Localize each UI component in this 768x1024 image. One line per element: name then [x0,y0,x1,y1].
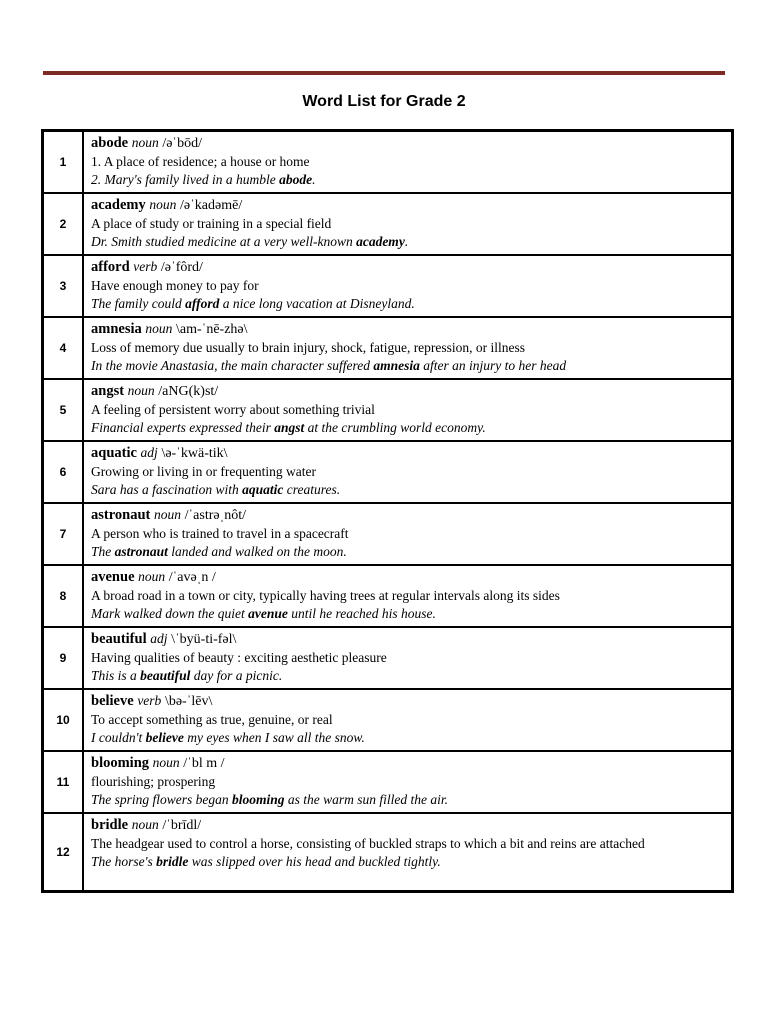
entry-definition: A feeling of persistent worry about something trivial [91,402,375,417]
word-list-table [41,129,734,893]
entry-headword-line [91,506,731,525]
entry-word: bridle [91,817,129,833]
entry-cell [83,627,733,689]
entry-example [91,791,731,809]
table-row [43,751,733,813]
entry-headword-line [91,692,731,711]
entry-part-of-speech: noun [127,383,155,398]
table-row [43,317,733,379]
entry-number: 2 [43,193,84,255]
entry-pronunciation: \bə-ˈlēv\ [164,694,213,709]
entry-cell [83,379,733,441]
example-keyword: angst [274,420,305,435]
entry-example [91,419,731,437]
example-text-after: as the warm sun filled the air. [284,792,449,807]
entry-headword-line [91,630,731,649]
entry-pronunciation: \ˈbyü-ti-fəl\ [171,632,237,647]
entry-example [91,481,731,499]
entry-definition: 1. A place of residence; a house or home [91,154,310,169]
page-title: Word List for Grade 2 [302,93,466,110]
example-text-after: was slipped over his head and buckled tightly. [188,854,441,869]
entry-headword-line [91,134,731,153]
example-keyword: astronaut [114,544,168,559]
header-rule [43,71,725,75]
entry-part-of-speech: verb [137,693,162,708]
entry-cell [83,255,733,317]
example-text-after: . [404,234,409,249]
entry-part-of-speech: noun [152,755,180,770]
entry-definition: A broad road in a town or city, typically having trees at regular intervals along its sides [91,588,560,603]
entry-cell [83,565,733,627]
entry-headword-line [91,258,731,277]
entry-definition: Having qualities of beauty : exciting aesthetic pleasure [91,650,387,665]
example-text-before: Financial experts expressed their [91,420,275,435]
entry-part-of-speech: noun [153,507,181,522]
entry-word: angst [91,383,125,399]
table-row [43,689,733,751]
entry-pronunciation: /əˈfôrd/ [160,260,203,275]
entry-definition: The headgear used to control a horse, consisting of buckled straps to which a bit and reins are attached [91,836,645,851]
entry-definition: flourishing; prospering [91,774,216,789]
table-row [43,255,733,317]
entry-example [91,853,731,871]
example-keyword: afford [185,296,220,311]
entry-word: avenue [91,569,135,585]
entry-definition: Have enough money to pay for [91,278,259,293]
example-text-before: I couldn't [91,730,146,745]
example-text-before: In the movie Anastasia, the main character suffered [91,358,374,373]
entry-pronunciation: /əˈbōd/ [162,136,202,151]
example-text-after: my eyes when I saw all the snow. [183,730,365,745]
example-keyword: blooming [232,792,285,807]
entry-word: blooming [91,755,150,771]
entry-number: 8 [43,565,84,627]
entry-headword-line [91,382,731,401]
entry-example [91,171,731,189]
table-row [43,131,733,194]
entry-headword-line [91,196,731,215]
entry-example [91,667,731,685]
entry-pronunciation: /əˈkadəmē/ [180,198,243,213]
entry-number: 1 [43,131,84,194]
entry-number: 11 [43,751,84,813]
example-keyword: avenue [248,606,288,621]
entry-cell [83,193,733,255]
entry-pronunciation: /ˈbl m / [183,756,225,771]
entry-word: amnesia [91,321,142,337]
entry-definition: A person who is trained to travel in a spacecraft [91,526,349,541]
entry-pronunciation: /aNG(k)st/ [158,384,219,399]
table-row [43,379,733,441]
entry-word: believe [91,693,134,709]
example-text-before: The horse's [91,854,157,869]
entry-number: 4 [43,317,84,379]
entry-cell [83,503,733,565]
example-text-after: until he reached his house. [287,606,436,621]
entry-number: 12 [43,813,84,891]
entry-part-of-speech: noun [138,569,166,584]
entry-pronunciation: /ˈbrīdl/ [162,818,202,833]
entry-pronunciation: /ˈavəˌn / [168,570,216,585]
example-text-before: The family could [91,296,186,311]
example-keyword: aquatic [242,482,284,497]
entry-example [91,729,731,747]
example-text-after: . [312,172,316,187]
table-row [43,627,733,689]
entry-pronunciation: /ˈastrəˌnôt/ [184,508,247,523]
example-keyword: abode [279,172,313,187]
example-keyword: bridle [156,854,189,869]
example-text-before: This is a [91,668,141,683]
example-text-before: The [91,544,115,559]
entry-definition: To accept something as true, genuine, or real [91,712,333,727]
entry-word: beautiful [91,631,147,647]
entry-example [91,357,731,375]
example-text-after: landed and walked on the moon. [167,544,347,559]
example-keyword: academy [356,234,405,249]
entry-part-of-speech: verb [133,259,158,274]
entry-example [91,295,731,313]
example-keyword: amnesia [373,358,420,373]
entry-cell [83,131,733,194]
example-text-before: 2. Mary's family lived in a humble [91,172,280,187]
example-text-after: creatures. [283,482,341,497]
example-text-after: a nice long vacation at Disneyland. [219,296,415,311]
entry-pronunciation: \am-ˈnē-zhə\ [176,322,248,337]
entry-example [91,543,731,561]
entry-headword-line [91,754,731,773]
entry-number: 10 [43,689,84,751]
entry-number: 7 [43,503,84,565]
entry-example [91,233,731,251]
entry-number: 9 [43,627,84,689]
entry-number: 6 [43,441,84,503]
entry-definition: A place of study or training in a special field [91,216,332,231]
entry-part-of-speech: adj [150,631,168,646]
example-text-before: The spring flowers began [91,792,233,807]
entry-headword-line [91,568,731,587]
entry-word: abode [91,135,129,151]
entry-cell [83,689,733,751]
entry-part-of-speech: noun [149,197,177,212]
example-keyword: believe [145,730,184,745]
example-text-after: after an injury to her head [419,358,567,373]
entry-word: academy [91,197,146,213]
example-text-after: day for a picnic. [190,668,283,683]
table-row [43,565,733,627]
entry-cell [83,751,733,813]
entry-number: 3 [43,255,84,317]
entry-part-of-speech: noun [131,817,159,832]
entry-pronunciation: \ə-ˈkwä-tik\ [161,446,228,461]
entry-headword-line [91,320,731,339]
entry-cell [83,813,733,891]
entry-definition: Growing or living in or frequenting water [91,464,316,479]
entry-part-of-speech: noun [145,321,173,336]
entry-headword-line [91,444,731,463]
entry-part-of-speech: noun [131,135,159,150]
table-row [43,193,733,255]
entry-word: aquatic [91,445,137,461]
entry-cell [83,441,733,503]
entry-word: astronaut [91,507,151,523]
entry-headword-line [91,816,731,835]
entry-part-of-speech: adj [140,445,158,460]
entry-example [91,605,731,623]
example-keyword: beautiful [140,668,191,683]
example-text-after: at the crumbling world economy. [304,420,486,435]
example-text-before: Dr. Smith studied medicine at a very well-known [91,234,357,249]
table-row [43,503,733,565]
entry-word: afford [91,259,130,275]
table-row [43,441,733,503]
entry-cell [83,317,733,379]
example-text-before: Mark walked down the quiet [91,606,249,621]
entry-definition: Loss of memory due usually to brain injury, shock, fatigue, repression, or illness [91,340,526,355]
entry-number: 5 [43,379,84,441]
example-text-before: Sara has a fascination with [91,482,243,497]
table-row [43,813,733,891]
